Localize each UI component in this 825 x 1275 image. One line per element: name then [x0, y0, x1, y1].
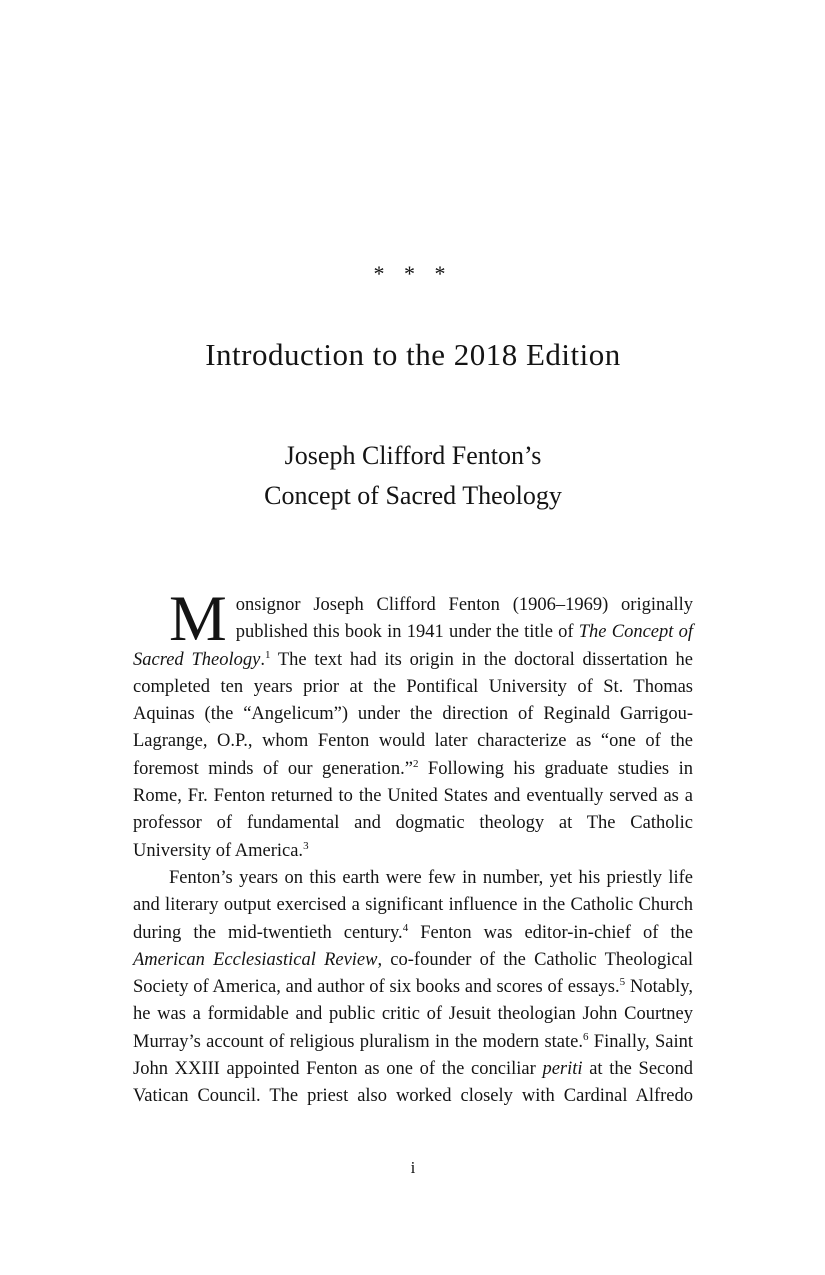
paragraph-2 — [133, 865, 693, 1111]
footnote-ref-1: 1 — [264, 648, 271, 661]
essay-title-line1: Joseph Clifford Fenton’s — [284, 441, 542, 470]
footnote-ref-4: 4 — [402, 921, 409, 934]
p2-seg3: , co-founder of the Catholic Theological Society of America, and author of six books and scores of essays. — [133, 949, 693, 998]
page-number: i — [410, 1158, 416, 1177]
p1-seg4: Following his graduate studies in Rome, Fr. Fenton returned to the United States and eventually served as a professor of fundamental and dogmatic theology at The Catholic University of America. — [133, 758, 693, 861]
p1-seg1: onsignor Joseph Clifford Fenton (1906–1969) originally published this book in 1941 under the title of — [235, 595, 693, 643]
section-divider: * * * — [373, 261, 453, 286]
essay-title — [63, 436, 763, 516]
p1-book-title: The Concept of Sacred Theology — [133, 622, 694, 670]
p2-seg2: Fenton was editor-in-chief of the — [408, 922, 693, 943]
chapter-title: Introduction to the 2018 Edition — [205, 337, 621, 372]
p2-periti: periti — [542, 1059, 583, 1080]
essay-title-line2: Concept of Sacred Theology — [264, 481, 562, 510]
p1-seg3: The text had its origin in the doctoral dissertation he completed ten years prior at the Pontifical University of St. Thomas Aquinas (the “Angelicum”) under the direction of Reginald Garrigou-Lagrange, O.P., whom Fenton would later characterize as “one of the foremost minds of our generation.” — [133, 649, 693, 779]
footnote-ref-3: 3 — [303, 839, 309, 852]
body-text — [133, 583, 694, 1111]
p2-seg5: Finally, Saint John XXIII appointed Fenton as one of the conciliar — [133, 1031, 693, 1080]
p1-seg2: . — [260, 649, 265, 670]
p2-seg6: at the Second Vatican Council. The priest also worked closely with Cardinal Alfredo — [133, 1059, 693, 1107]
p2-seg4: Notably, he was a formidable and public critic of Jesuit theologian John Courtney Murray’s account of religious pluralism in the modern state. — [133, 977, 693, 1052]
drop-cap: M — [169, 583, 227, 655]
paragraph-1 — [133, 583, 694, 865]
p2-review-title: American Ecclesiastical Review — [133, 949, 378, 970]
footnote-ref-5: 5 — [619, 976, 626, 989]
p2-seg1: Fenton’s years on this earth were few in number, yet his priestly life and literary output exercised a significant influence in the Catholic Church during the mid-twentieth century. — [133, 867, 693, 943]
footnote-ref-2: 2 — [412, 757, 419, 770]
footnote-ref-6: 6 — [582, 1030, 589, 1043]
